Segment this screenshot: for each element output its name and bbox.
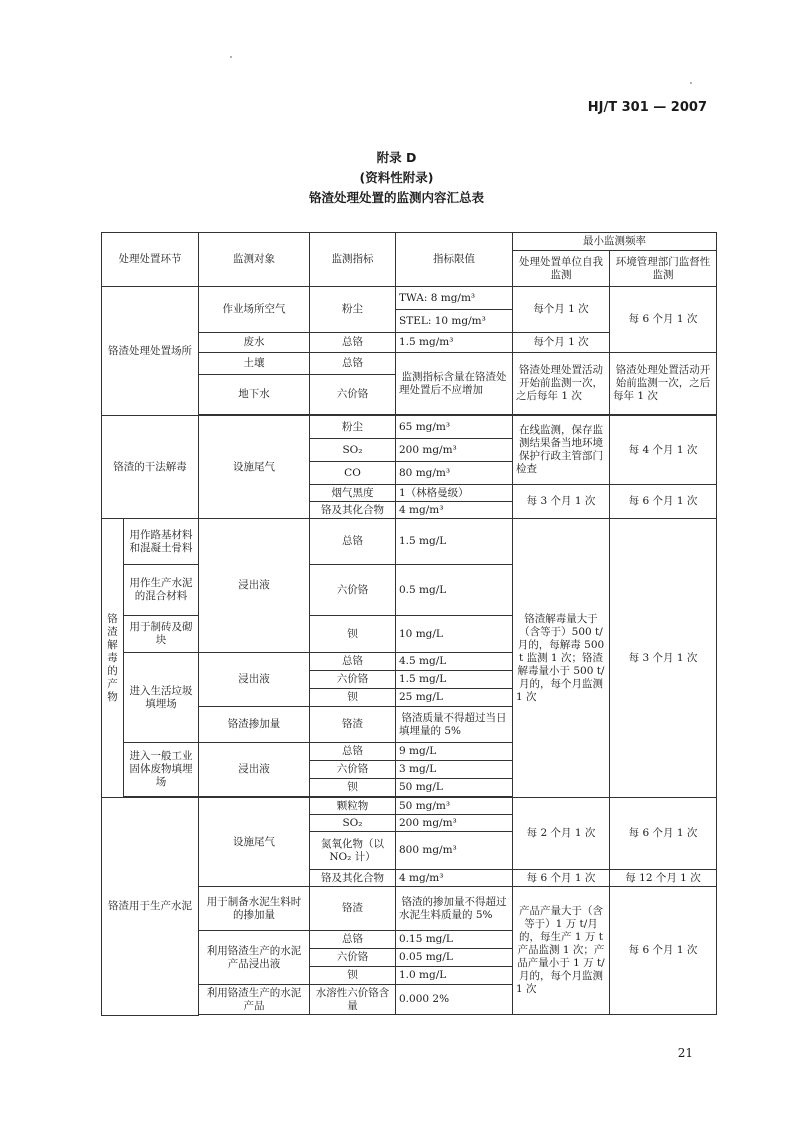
indicator-smoke: 烟气黑度 — [310, 485, 396, 502]
limit-barium-3: 50 mg/L — [396, 779, 513, 797]
title-block — [0, 148, 793, 208]
object-raw-meal-addition: 用于制备水泥生料时的掺加量 — [199, 887, 310, 931]
indicator-cr6-3: 六价铬 — [310, 761, 396, 779]
appendix-title: 附录 D — [376, 150, 417, 165]
header-self-monitoring: 处理处置单位自我监测 — [513, 251, 610, 287]
header-limit: 指标限值 — [396, 233, 513, 287]
limit-soil-groundwater: 监测指标含量在铬渣处理处置后不应增加 — [396, 353, 513, 415]
stage-detox-products: 铬渣解毒的产物 — [102, 519, 124, 798]
indicator-soil: 总铬 — [310, 353, 396, 375]
limit-barium-cement: 1.0 mg/L — [396, 967, 513, 985]
limit-particulate: 50 mg/m³ — [396, 798, 513, 815]
monitoring-table — [101, 232, 717, 1016]
indicator-particulate: 颗粒物 — [310, 798, 396, 815]
header-stage: 处理处置环节 — [102, 233, 199, 287]
stage-disposal-site: 铬渣处理处置场所 — [102, 287, 199, 416]
limit-smoke: 1（林格曼级） — [396, 485, 513, 502]
header-object: 监测对象 — [199, 233, 310, 287]
freq-products-gov: 每 3 个月 1 次 — [610, 519, 717, 798]
limit-cr6-2: 1.5 mg/L — [396, 671, 513, 689]
limit-barium: 10 mg/L — [396, 616, 513, 653]
limit-total-cr-3: 9 mg/L — [396, 743, 513, 761]
use-cement-mix: 用作生产水泥的混合材料 — [124, 565, 199, 616]
object-exhaust: 设施尾气 — [199, 416, 310, 519]
indicator-total-cr-2: 总铬 — [310, 653, 396, 671]
freq-online-self: 在线监测，保存监测结果备当地环境保护行政主管部门检查 — [513, 416, 610, 485]
limit-wastewater: 1.5 mg/m³ — [396, 333, 513, 353]
indicator-so2-cement: SO₂ — [310, 815, 396, 832]
limit-stel: STEL: 10 mg/m³ — [396, 310, 513, 333]
scan-speck — [230, 56, 232, 58]
limit-cr6-cement: 0.05 mg/L — [396, 949, 513, 967]
freq-cement-self-2: 每 6 个月 1 次 — [513, 870, 610, 887]
limit-cr-compounds: 4 mg/m³ — [396, 502, 513, 519]
use-roadbed: 用作路基材料和混凝土骨料 — [124, 519, 199, 565]
indicator-slag: 铬渣 — [310, 707, 396, 743]
freq-cement-gov-3: 每 6 个月 1 次 — [610, 887, 717, 1015]
use-industrial-landfill: 进入一般工业固体废物填埋场 — [124, 743, 199, 797]
object-leachate: 浸出液 — [199, 519, 310, 653]
freq-products-self: 铬渣解毒量大于（含等于）500 t/月的，每解毒 500 t 监测 1 次；铬渣解毒量小于 500 t/月的，每个月监测 1 次 — [513, 519, 610, 798]
freq-soilgw-self: 铬渣处理处置活动开始前监测一次，之后每年 1 次 — [513, 353, 610, 415]
object-cement-leachate: 利用铬渣生产的水泥产品浸出液 — [199, 931, 310, 985]
freq-air-self: 每个月 1 次 — [513, 287, 610, 333]
indicator-total-cr-cement: 总铬 — [310, 931, 396, 949]
limit-soluble-cr6: 0.000 2% — [396, 985, 513, 1015]
limit-so2: 200 mg/m³ — [396, 439, 513, 462]
indicator-barium-2: 钡 — [310, 689, 396, 707]
limit-dust: 65 mg/m³ — [396, 416, 513, 439]
limit-so2-cement: 200 mg/m³ — [396, 815, 513, 832]
limit-raw-meal-addition: 铬渣的掺加量不得超过水泥生料质量的 5% — [396, 887, 513, 931]
object-exhaust-cement: 设施尾气 — [199, 798, 310, 887]
use-domestic-landfill: 进入生活垃圾填埋场 — [124, 653, 199, 743]
scan-speck — [690, 82, 692, 84]
object-leachate-3: 浸出液 — [199, 743, 310, 797]
freq-dry-self-2: 每 3 个月 1 次 — [513, 485, 610, 519]
freq-water-self: 每个月 1 次 — [513, 333, 610, 353]
object-slag-addition: 铬渣掺加量 — [199, 707, 310, 743]
object-leachate-2: 浸出液 — [199, 653, 310, 707]
indicator-barium: 钡 — [310, 616, 396, 653]
indicator-total-cr: 总铬 — [310, 519, 396, 565]
indicator-dust: 粉尘 — [310, 287, 396, 333]
limit-co: 80 mg/m³ — [396, 462, 513, 485]
indicator-total-cr-3: 总铬 — [310, 743, 396, 761]
indicator-barium-cement: 钡 — [310, 967, 396, 985]
freq-cement-self-3: 产品产量大于（含等于）1 万 t/月的，每生产 1 万 t 产品监测 1 次；产品产量小于 1 万 t/月的，每个月监测 1 次 — [513, 887, 610, 1015]
limit-cr6-3: 3 mg/L — [396, 761, 513, 779]
appendix-type: (资料性附录) — [359, 170, 434, 185]
object-groundwater: 地下水 — [199, 375, 310, 415]
limit-nox: 800 mg/m³ — [396, 832, 513, 870]
header-min-frequency: 最小监测频率 — [513, 233, 717, 251]
indicator-groundwater: 六价铬 — [310, 375, 396, 415]
indicator-so2: SO₂ — [310, 439, 396, 462]
freq-cement-gov-1: 每 6 个月 1 次 — [610, 798, 717, 870]
freq-soilgw-gov: 铬渣处理处置活动开始前监测一次，之后每年 1 次 — [610, 353, 717, 415]
object-cement-product: 利用铬渣生产的水泥产品 — [199, 985, 310, 1015]
indicator-barium-3: 钡 — [310, 779, 396, 797]
limit-barium-2: 25 mg/L — [396, 689, 513, 707]
limit-cr-compounds-cement: 4 mg/m³ — [396, 870, 513, 887]
object-wastewater: 废水 — [199, 333, 310, 353]
header-gov-monitoring: 环境管理部门监督性监测 — [610, 251, 717, 287]
limit-total-cr: 1.5 mg/L — [396, 519, 513, 565]
limit-twa: TWA: 8 mg/m³ — [396, 287, 513, 310]
indicator-cr-compounds-cement: 铬及其化合物 — [310, 870, 396, 887]
indicator-nox: 氮氧化物（以 NO₂ 计） — [310, 832, 396, 870]
stage-cement: 铬渣用于生产水泥 — [102, 798, 199, 1016]
indicator-co: CO — [310, 462, 396, 485]
limit-total-cr-cement: 0.15 mg/L — [396, 931, 513, 949]
indicator-cr6-2: 六价铬 — [310, 671, 396, 689]
indicator-total-cr: 总铬 — [310, 333, 396, 353]
object-workplace-air: 作业场所空气 — [199, 287, 310, 333]
limit-cr6: 0.5 mg/L — [396, 565, 513, 616]
indicator-dust: 粉尘 — [310, 416, 396, 439]
indicator-slag-cement: 铬渣 — [310, 887, 396, 931]
indicator-cr6-cement: 六价铬 — [310, 949, 396, 967]
use-bricks: 用于制砖及砌块 — [124, 616, 199, 653]
freq-dry-gov: 每 4 个月 1 次 — [610, 416, 717, 485]
indicator-soluble-cr6: 水溶性六价铬含量 — [310, 985, 396, 1015]
indicator-cr6: 六价铬 — [310, 565, 396, 616]
freq-dry-gov-2: 每 6 个月 1 次 — [610, 485, 717, 519]
object-soil: 土壤 — [199, 353, 310, 375]
table-title: 铬渣处理处置的监测内容汇总表 — [308, 190, 484, 205]
stage-dry-detox: 铬渣的干法解毒 — [102, 416, 199, 519]
limit-total-cr-2: 4.5 mg/L — [396, 653, 513, 671]
indicator-cr-compounds: 铬及其化合物 — [310, 502, 396, 519]
header-indicator: 监测指标 — [310, 233, 396, 287]
page-number: 21 — [677, 1046, 693, 1060]
freq-cement-self-1: 每 2 个月 1 次 — [513, 798, 610, 870]
freq-cement-gov-2: 每 12 个月 1 次 — [610, 870, 717, 887]
limit-slag-addition: 铬渣质量不得超过当日填埋量的 5% — [396, 707, 513, 743]
standard-number: HJ/T 301 — 2007 — [587, 100, 707, 115]
freq-air-gov: 每 6 个月 1 次 — [610, 287, 717, 353]
